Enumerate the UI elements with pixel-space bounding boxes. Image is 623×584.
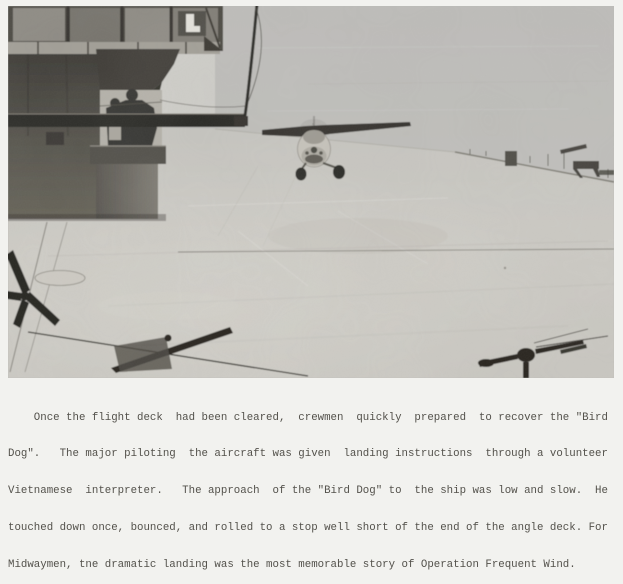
photo-caption xyxy=(8,387,620,584)
caption-line: Vietnamese interpreter. The approach of the "Bird Dog" to the ship was low and slow. He xyxy=(8,485,608,498)
photo-scene xyxy=(8,6,614,378)
caption-line: touched down once, bounced, and rolled to a stop well short of the end of the angle deck. For xyxy=(8,522,608,535)
photo-grain xyxy=(8,6,614,378)
caption-line: Dog". The major piloting the aircraft was given landing instructions through a volunteer xyxy=(8,448,608,461)
caption-line: Once the flight deck had been cleared, crewmen quickly prepared to recover the "Bird xyxy=(8,411,608,424)
caption-line: Midwaymen, tne dramatic landing was the most memorable story of Operation Frequent Wind. xyxy=(8,559,576,572)
photograph xyxy=(8,6,614,378)
